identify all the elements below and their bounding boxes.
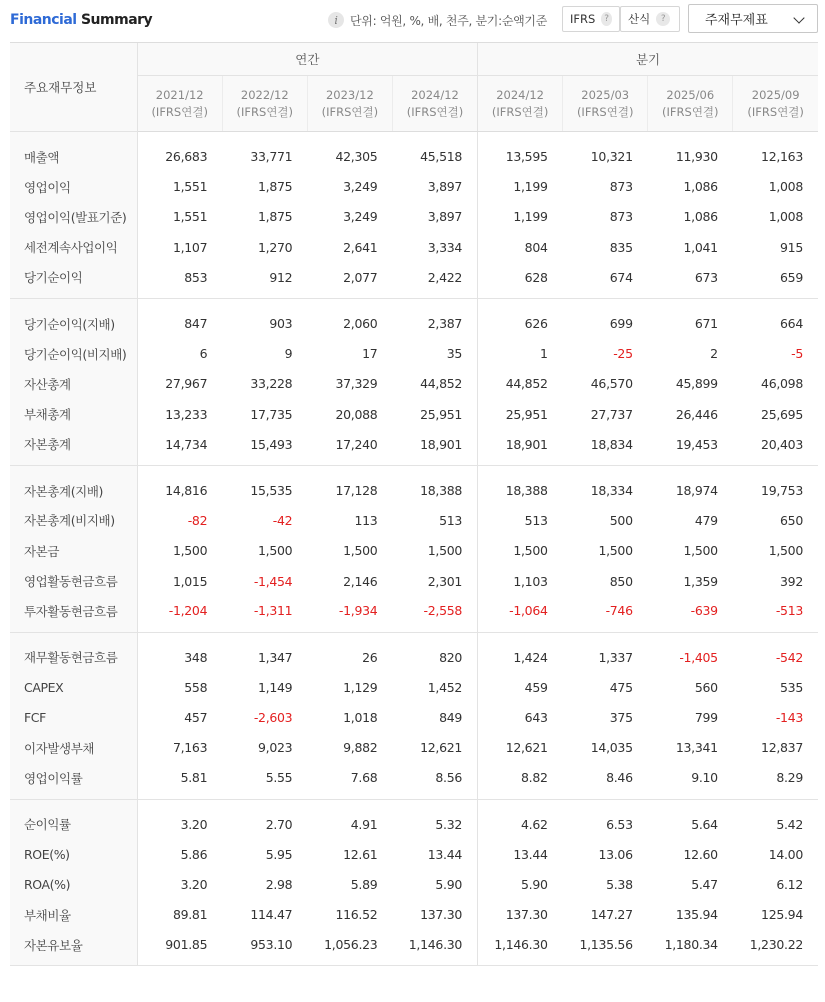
period-basis: (IFRS연결)	[151, 104, 208, 119]
value-cell: 27,737	[590, 406, 633, 422]
row-label: 자본총계	[10, 429, 137, 465]
formula-toggle[interactable]	[620, 6, 680, 32]
row-label: FCF	[10, 702, 137, 732]
value-cell: 135.94	[675, 907, 718, 923]
table-row	[10, 505, 818, 535]
value-cell: 12.60	[683, 846, 718, 862]
table-row	[10, 429, 818, 465]
value-cell: 116.52	[335, 907, 378, 923]
value-cell: 664	[780, 316, 803, 332]
value-cell: 1,008	[768, 179, 803, 195]
value-cell: 558	[184, 679, 208, 695]
value-cell: 14,035	[590, 740, 633, 756]
value-cell: 1,149	[258, 679, 293, 695]
period-header	[392, 76, 477, 132]
value-cell: 44,852	[420, 376, 463, 392]
value-cell: 1,875	[258, 209, 293, 225]
period-header	[648, 76, 733, 132]
unit-text: 단위: 억원, %, 배, 천주, 분기:순액기준	[350, 13, 548, 28]
value-cell: -5	[791, 346, 803, 362]
value-cell: 513	[478, 505, 563, 535]
value-cell: 1,500	[427, 543, 463, 559]
value-cell: 45,518	[420, 149, 463, 165]
value-cell: -2,558	[392, 596, 477, 632]
value-cell: 15,493	[222, 429, 307, 465]
value-cell: 1,135.56	[563, 930, 648, 966]
value-cell: 7.68	[307, 763, 392, 799]
row-label: 자본총계(비지배)	[10, 505, 137, 535]
row-label: 영업이익(발표기준)	[10, 202, 137, 232]
value-cell: 1,500	[683, 543, 718, 559]
value-cell: 25,695	[761, 406, 803, 422]
value-cell: 18,901	[478, 429, 563, 465]
value-cell: 35	[446, 346, 463, 362]
value-cell: 46,570	[590, 376, 633, 392]
value-cell: 25,951	[420, 406, 463, 422]
value-cell: 873	[609, 179, 633, 195]
value-cell: 5.64	[691, 816, 718, 832]
value-cell: -746	[563, 596, 648, 632]
period-basis: (IFRS연결)	[491, 104, 549, 119]
value-cell: -1,934	[307, 596, 392, 632]
value-cell: 873	[609, 209, 633, 225]
summary-header	[0, 0, 825, 42]
value-cell: 1,359	[683, 573, 718, 589]
value-cell: 1,086	[683, 209, 718, 225]
value-cell: 820	[439, 649, 463, 665]
value-cell: 392	[780, 573, 803, 589]
value-cell: 13.44	[427, 846, 463, 862]
value-cell: -542	[775, 649, 803, 665]
value-cell: 1,199	[478, 202, 563, 232]
value-cell: 671	[694, 316, 718, 332]
value-cell: -1,204	[137, 596, 222, 632]
value-cell: 1,270	[258, 239, 293, 255]
value-cell: 5.90	[478, 869, 563, 899]
table-row	[10, 763, 818, 799]
value-cell: 18,974	[675, 483, 718, 499]
annual-group-header: 연간	[137, 43, 477, 76]
value-cell: -1,405	[679, 649, 718, 665]
period-label: 2025/09	[751, 87, 800, 102]
row-label: ROE(%)	[10, 839, 137, 869]
row-header-title: 주요재무정보	[10, 43, 137, 132]
value-cell: 903	[269, 316, 293, 332]
period-header	[563, 76, 648, 132]
value-cell: 8.29	[733, 763, 818, 799]
value-cell: -513	[733, 596, 818, 632]
value-cell: 1,230.22	[733, 930, 818, 966]
period-label: 2025/03	[581, 87, 630, 102]
value-cell: 113	[354, 512, 378, 528]
value-cell: 137.30	[478, 900, 563, 930]
period-basis: (IFRS연결)	[321, 104, 379, 119]
value-cell: 2,641	[343, 239, 378, 255]
value-cell: 847	[184, 316, 208, 332]
value-cell: 1,551	[172, 209, 208, 225]
value-cell: 1,041	[683, 239, 718, 255]
row-label: 이자발생부채	[10, 733, 137, 763]
value-cell: 5.42	[776, 816, 803, 832]
table-row	[10, 900, 818, 930]
value-cell: -2,603	[253, 710, 293, 726]
value-cell: 1,180.34	[648, 930, 733, 966]
period-header	[733, 76, 818, 132]
value-cell: -25	[613, 346, 633, 362]
period-basis: (IFRS연결)	[747, 104, 804, 119]
row-label: 매출액	[10, 132, 137, 172]
value-cell: 1,500	[172, 543, 208, 559]
period-label: 2024/12	[411, 87, 459, 102]
value-cell: 17,128	[335, 483, 378, 499]
period-basis: (IFRS연결)	[236, 104, 294, 119]
table-row	[10, 399, 818, 429]
value-cell: 125.94	[761, 907, 803, 923]
value-cell: 17	[362, 346, 378, 362]
table-row	[10, 298, 818, 338]
row-label: ROA(%)	[10, 869, 137, 899]
value-cell: 1	[478, 338, 563, 368]
table-row	[10, 869, 818, 899]
value-cell: 8.56	[392, 763, 477, 799]
value-cell: 1,008	[768, 209, 803, 225]
value-cell: 20,403	[733, 429, 818, 465]
value-cell: 25,951	[478, 399, 563, 429]
value-cell: 835	[609, 239, 633, 255]
period-label: 2023/12	[325, 87, 374, 102]
value-cell: 20,088	[335, 406, 378, 422]
value-cell: 953.10	[222, 930, 307, 966]
value-cell: 14.00	[768, 846, 803, 862]
value-cell: 1,424	[478, 632, 563, 672]
value-cell: 26	[362, 649, 378, 665]
value-cell: 1,500	[258, 543, 293, 559]
value-cell: 5.47	[691, 877, 718, 892]
period-header	[307, 76, 392, 132]
value-cell: 500	[609, 512, 633, 528]
value-cell: 1,551	[172, 179, 208, 195]
value-cell: 2.98	[265, 877, 293, 892]
period-basis: (IFRS연결)	[662, 104, 719, 119]
table-row	[10, 733, 818, 763]
value-cell: 9,023	[258, 740, 293, 756]
value-cell: 659	[733, 262, 818, 298]
value-cell: 1,500	[478, 536, 563, 566]
row-label: CAPEX	[10, 672, 137, 702]
value-cell: 853	[137, 262, 222, 298]
period-label: 2024/12	[496, 87, 544, 102]
section-title-accent: Financial	[10, 12, 77, 28]
value-cell: 535	[780, 679, 803, 695]
value-cell: 1,347	[258, 649, 293, 665]
value-cell: 673	[648, 262, 733, 298]
row-label: 영업이익	[10, 172, 137, 202]
value-cell: 1,875	[258, 179, 293, 195]
value-cell: 643	[478, 702, 563, 732]
ifrs-help-icon[interactable]: ?	[601, 12, 612, 26]
value-cell: 1,018	[343, 710, 378, 726]
value-cell: 45,899	[675, 376, 718, 392]
table-row	[10, 338, 818, 368]
table-row	[10, 930, 818, 966]
value-cell: 2,146	[343, 573, 378, 589]
value-cell: 12,837	[761, 740, 803, 756]
value-cell: 1,103	[478, 566, 563, 596]
value-cell: 5.95	[265, 846, 293, 862]
value-cell: 1,146.30	[478, 930, 563, 966]
row-label: 자산총계	[10, 369, 137, 399]
value-cell: 5.86	[180, 846, 208, 862]
value-cell: 1,500	[768, 543, 803, 559]
value-cell: 13,341	[675, 740, 718, 756]
value-cell: 13.06	[598, 846, 633, 862]
value-cell: 915	[780, 239, 803, 255]
value-cell: 1,500	[598, 543, 633, 559]
period-basis: (IFRS연결)	[576, 104, 634, 119]
value-cell: 13,595	[478, 132, 563, 172]
row-label: 당기순이익(비지배)	[10, 338, 137, 368]
value-cell: 17,735	[250, 406, 293, 422]
value-cell: 14,816	[165, 483, 208, 499]
value-cell: 1,107	[172, 239, 208, 255]
value-cell: -82	[187, 512, 208, 528]
value-cell: 10,321	[590, 149, 633, 165]
value-cell: 12.61	[343, 846, 378, 862]
table-row	[10, 232, 818, 262]
info-icon: i	[328, 12, 344, 28]
value-cell: 33,771	[250, 149, 293, 165]
row-label: 부채비율	[10, 900, 137, 930]
ifrs-toggle[interactable]	[562, 6, 620, 32]
value-cell: 5.89	[350, 877, 378, 892]
value-cell: 27,967	[165, 376, 208, 392]
value-cell: 18,388	[420, 483, 463, 499]
value-cell: 13,233	[165, 406, 208, 422]
value-cell: 3,897	[427, 179, 463, 195]
value-cell: 5.38	[606, 877, 633, 892]
value-cell: 628	[478, 262, 563, 298]
period-label: 2025/06	[666, 87, 715, 102]
value-cell: 8.46	[563, 763, 648, 799]
row-label: 자본유보율	[10, 930, 137, 966]
value-cell: 44,852	[478, 369, 563, 399]
value-cell: -1,454	[253, 573, 293, 589]
value-cell: 3,249	[343, 179, 378, 195]
value-cell: -143	[775, 710, 803, 726]
formula-help-icon[interactable]: ?	[656, 12, 670, 26]
value-cell: 12,163	[761, 149, 803, 165]
row-label: 자본금	[10, 536, 137, 566]
statement-type-select[interactable]	[688, 4, 818, 33]
value-cell: 1,056.23	[307, 930, 392, 966]
value-cell: 479	[694, 512, 718, 528]
value-cell: 1,199	[478, 172, 563, 202]
period-header	[222, 76, 307, 132]
table-row	[10, 596, 818, 632]
table-row	[10, 202, 818, 232]
row-label: 순이익률	[10, 799, 137, 839]
value-cell: 3.20	[180, 877, 208, 892]
value-cell: 7,163	[172, 740, 208, 756]
table-row	[10, 132, 818, 172]
value-cell: 12,621	[478, 733, 563, 763]
value-cell: 912	[222, 262, 307, 298]
value-cell: 5.81	[137, 763, 222, 799]
value-cell: 849	[439, 710, 463, 726]
value-cell: 1,129	[343, 679, 378, 695]
value-cell: 1,500	[343, 543, 378, 559]
value-cell: 459	[478, 672, 563, 702]
value-cell: 626	[478, 298, 563, 338]
value-cell: 18,901	[392, 429, 477, 465]
row-label: 세전계속사업이익	[10, 232, 137, 262]
period-basis: (IFRS연결)	[406, 104, 464, 119]
value-cell: 560	[694, 679, 718, 695]
table-row	[10, 536, 818, 566]
table-row	[10, 632, 818, 672]
table-row	[10, 369, 818, 399]
row-label: 당기순이익	[10, 262, 137, 298]
unit-info	[328, 10, 547, 30]
value-cell: 5.90	[435, 877, 463, 892]
value-cell: 3,334	[427, 239, 463, 255]
value-cell: 114.47	[250, 907, 293, 923]
statement-type-value: 주재무제표	[705, 13, 768, 28]
section-title	[10, 12, 152, 28]
value-cell: -1,064	[478, 596, 563, 632]
value-cell: 3,897	[427, 209, 463, 225]
table-row	[10, 172, 818, 202]
period-label: 2021/12	[155, 87, 204, 102]
table-row	[10, 839, 818, 869]
value-cell: 137.30	[420, 907, 463, 923]
value-cell: 33,228	[250, 376, 293, 392]
period-label: 2022/12	[240, 87, 289, 102]
row-label: 자본총계(지배)	[10, 465, 137, 505]
value-cell: 12,621	[420, 740, 463, 756]
value-cell: 5.32	[435, 816, 463, 832]
table-row	[10, 262, 818, 298]
financial-summary-table	[10, 42, 818, 966]
value-cell: 457	[184, 710, 208, 726]
value-cell: 13.44	[478, 839, 563, 869]
quarter-group-header: 분기	[478, 43, 818, 76]
row-label: 영업이익률	[10, 763, 137, 799]
value-cell: 674	[563, 262, 648, 298]
value-cell: 17,240	[307, 429, 392, 465]
value-cell: 475	[609, 679, 633, 695]
value-cell: 5.55	[222, 763, 307, 799]
value-cell: 3.20	[180, 816, 208, 832]
value-cell: 901.85	[137, 930, 222, 966]
value-cell: 6	[199, 346, 208, 362]
value-cell: 2.70	[265, 816, 293, 832]
value-cell: 19,453	[648, 429, 733, 465]
table-row	[10, 799, 818, 839]
value-cell: 6.53	[606, 816, 633, 832]
ifrs-label: IFRS	[570, 12, 596, 26]
value-cell: 799	[694, 710, 718, 726]
value-cell: 1,337	[598, 649, 633, 665]
value-cell: 375	[609, 710, 633, 726]
value-cell: 18,334	[590, 483, 633, 499]
row-label: 투자활동현금흐름	[10, 596, 137, 632]
value-cell: 4.62	[478, 799, 563, 839]
value-cell: 46,098	[761, 376, 803, 392]
value-cell: 2,387	[427, 316, 463, 332]
value-cell: 1,086	[683, 179, 718, 195]
row-label: 영업활동현금흐름	[10, 566, 137, 596]
value-cell: 147.27	[590, 907, 633, 923]
value-cell: 1,452	[427, 679, 463, 695]
value-cell: 15,535	[250, 483, 293, 499]
value-cell: 9,882	[343, 740, 378, 756]
value-cell: 42,305	[335, 149, 378, 165]
formula-label: 산식	[628, 12, 651, 26]
row-label: 부채총계	[10, 399, 137, 429]
value-cell: 804	[478, 232, 563, 262]
table-row	[10, 672, 818, 702]
value-cell: 699	[609, 316, 633, 332]
value-cell: 37,329	[335, 376, 378, 392]
value-cell: 89.81	[172, 907, 208, 923]
row-label: 재무활동현금흐름	[10, 632, 137, 672]
table-row	[10, 566, 818, 596]
table-row	[10, 702, 818, 732]
value-cell: 2,301	[427, 573, 463, 589]
value-cell: 513	[439, 512, 463, 528]
value-cell: -42	[272, 512, 293, 528]
value-cell: 1,015	[172, 573, 208, 589]
value-cell: 3,249	[343, 209, 378, 225]
value-cell: 9.10	[648, 763, 733, 799]
value-cell: 18,834	[563, 429, 648, 465]
value-cell: 2,077	[307, 262, 392, 298]
value-cell: 348	[184, 649, 208, 665]
row-label: 당기순이익(지배)	[10, 298, 137, 338]
chevron-down-icon	[793, 12, 804, 23]
period-header	[137, 76, 222, 132]
value-cell: 26,446	[675, 406, 718, 422]
value-cell: 650	[780, 512, 803, 528]
period-header	[478, 76, 563, 132]
table-row	[10, 465, 818, 505]
value-cell: 2,060	[343, 316, 378, 332]
value-cell: 11,930	[675, 149, 718, 165]
value-cell: 14,734	[137, 429, 222, 465]
value-cell: -1,311	[222, 596, 307, 632]
value-cell: 9	[284, 346, 293, 362]
value-cell: 6.12	[776, 877, 803, 892]
value-cell: 2	[710, 346, 718, 362]
section-title-rest: Summary	[76, 12, 153, 28]
value-cell: 4.91	[350, 816, 378, 832]
value-cell: 1,146.30	[392, 930, 477, 966]
value-cell: 19,753	[761, 483, 803, 499]
value-cell: 8.82	[478, 763, 563, 799]
value-cell: -639	[648, 596, 733, 632]
value-cell: 850	[609, 573, 633, 589]
value-cell: 18,388	[478, 465, 563, 505]
value-cell: 2,422	[392, 262, 477, 298]
value-cell: 26,683	[165, 149, 208, 165]
